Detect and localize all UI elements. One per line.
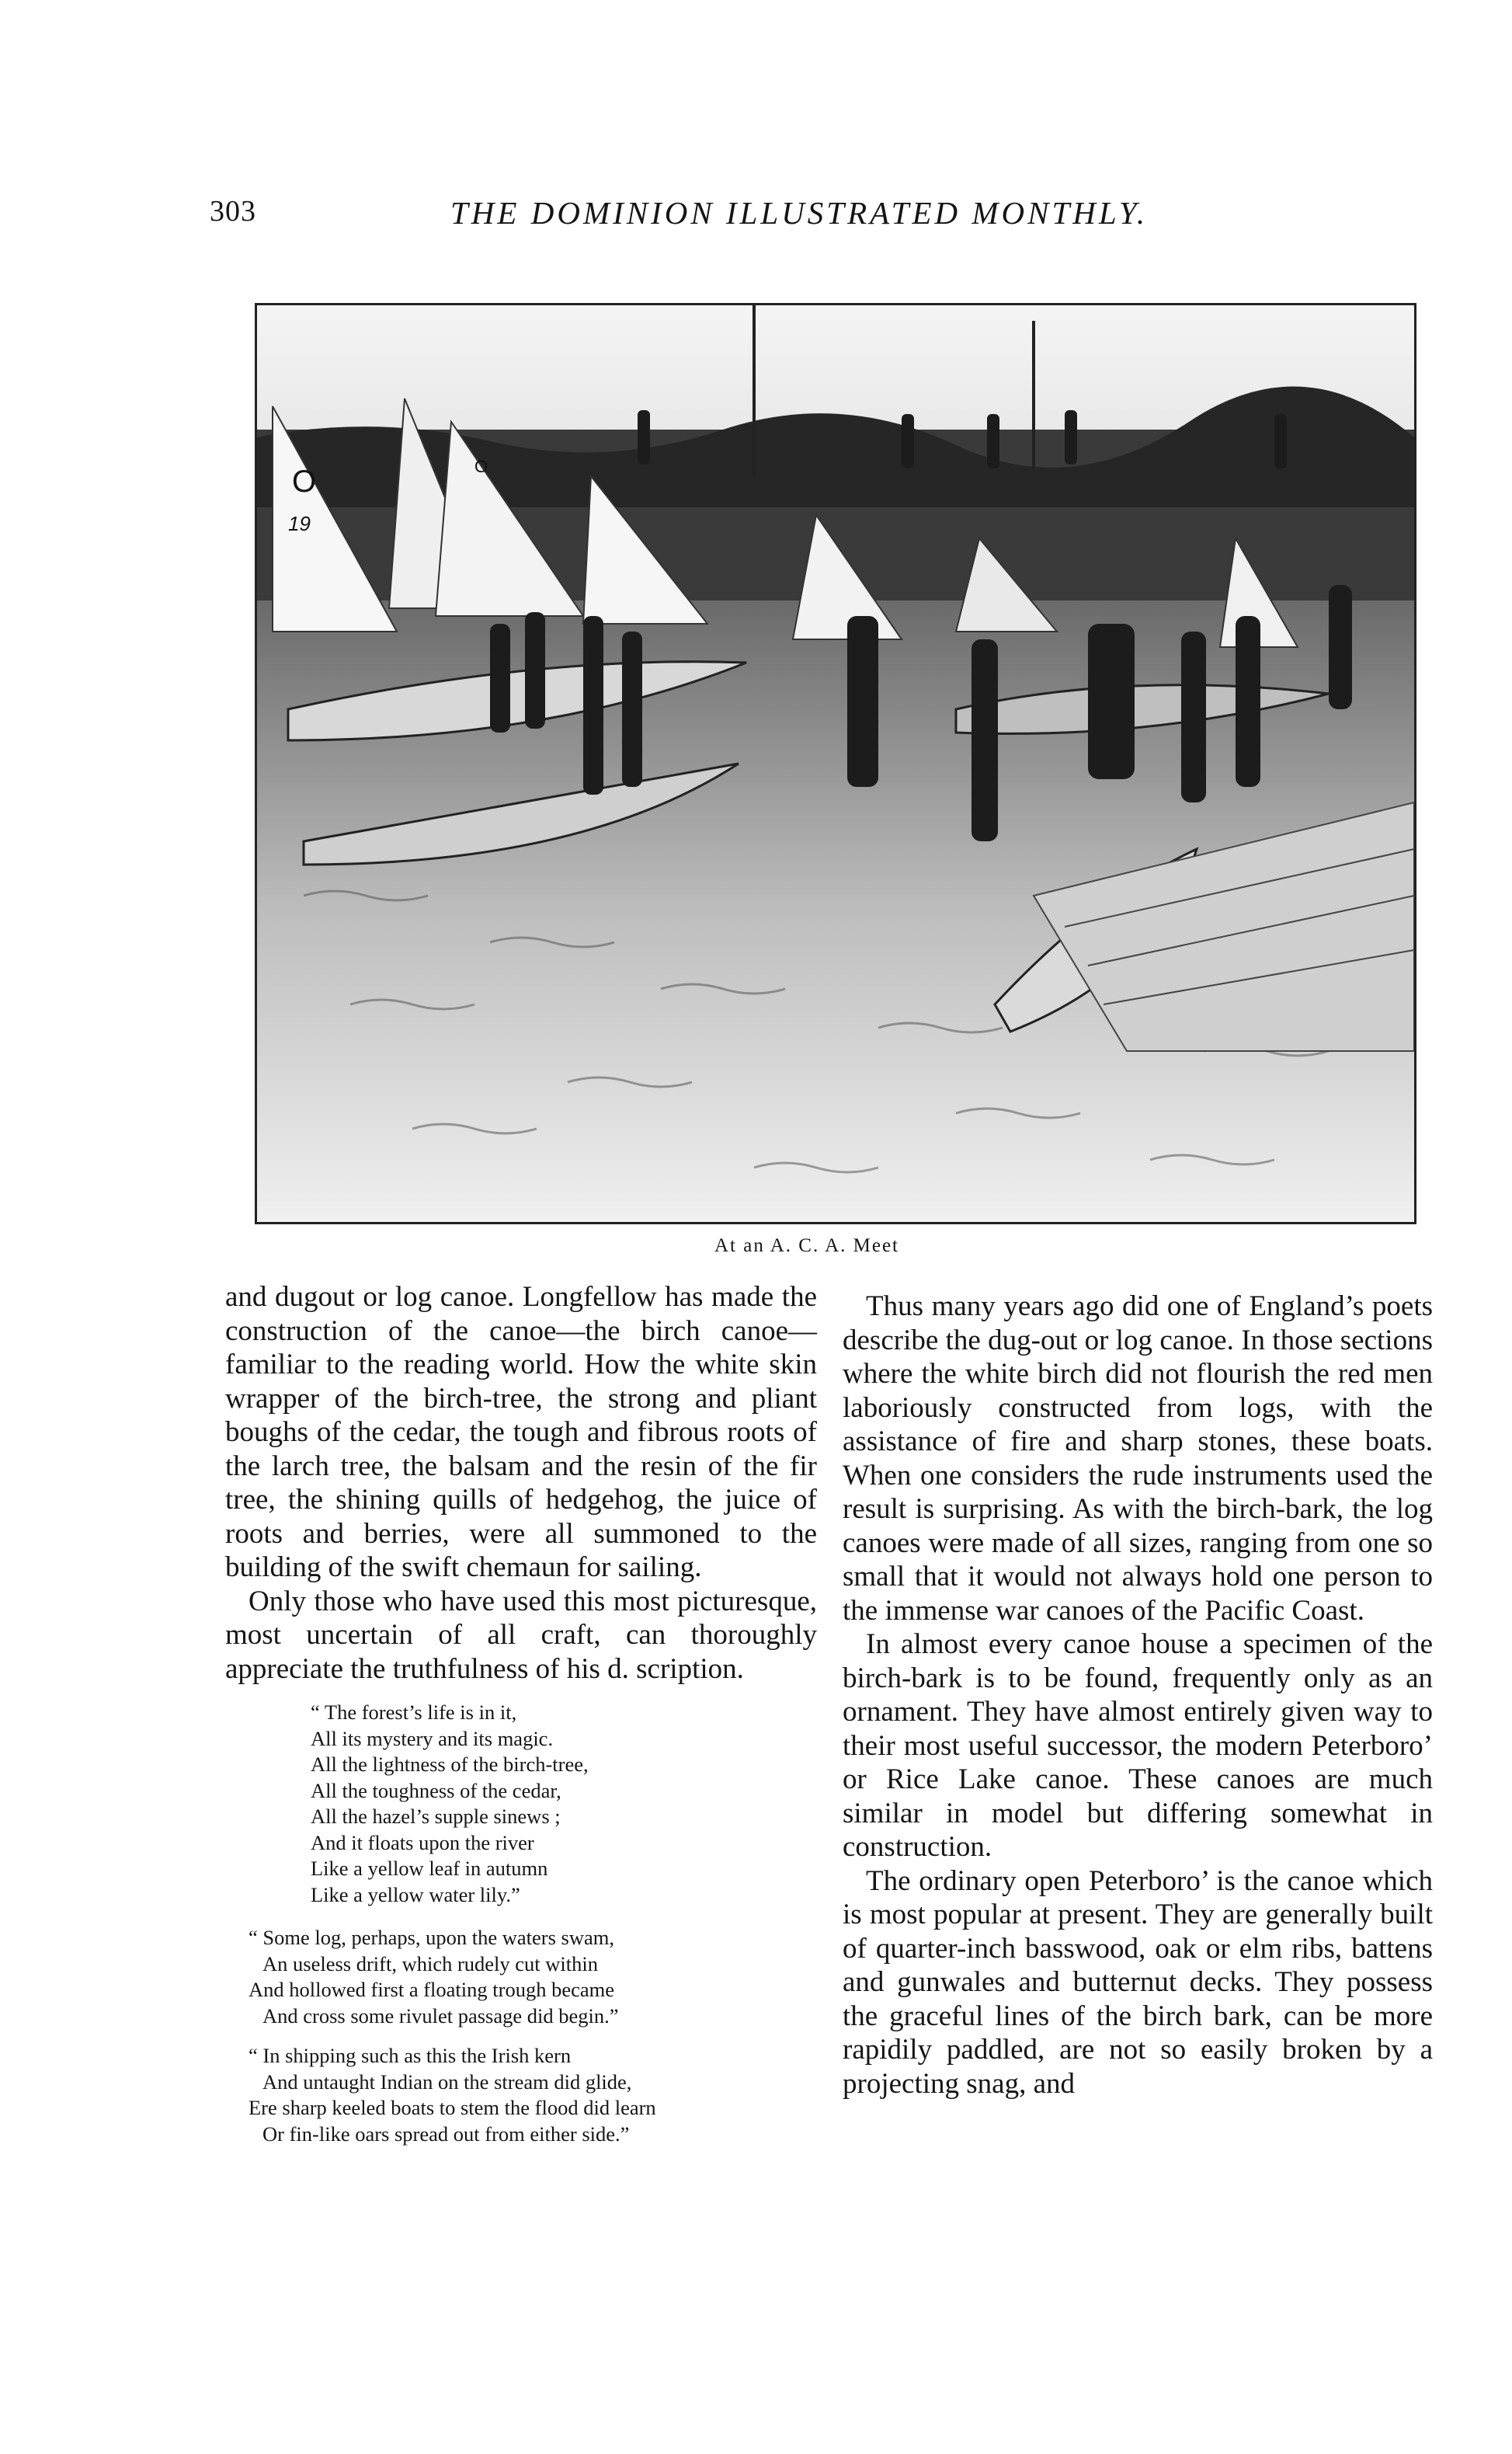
left-column (225, 1280, 817, 2147)
running-title: THE DOMINION ILLUSTRATED MONTHLY. (450, 195, 1149, 231)
poem-line: Or fin-like oars spread out from either side.” (262, 2122, 630, 2146)
figure-person (902, 414, 914, 468)
poem-line: Like a yellow leaf in autumn (311, 1857, 548, 1880)
figure-person (583, 616, 603, 795)
poem-line: And hollowed first a floating trough became (249, 1978, 614, 2001)
page-number: 303 (210, 195, 256, 228)
figure-person (1329, 585, 1352, 709)
figure-person (1065, 410, 1077, 465)
figure-person (987, 414, 999, 468)
page-header (210, 194, 1312, 249)
figure-person (525, 612, 545, 729)
figure-person (847, 616, 878, 787)
poem-line: An useless drift, which rudely cut within (262, 1951, 599, 1975)
poem-line: And it floats upon the river (311, 1830, 534, 1854)
figure-person (1274, 414, 1287, 468)
poem-shipping (249, 2043, 817, 2147)
poem-line: And untaught Indian on the stream did glide, (262, 2069, 632, 2094)
poem-line: Ere sharp keeled boats to stem the flood did learn (249, 2096, 656, 2119)
poem-line: All its mystery and its magic. (311, 1726, 554, 1750)
poem-line: “ In shipping such as this the Irish kern (249, 2044, 572, 2067)
right-paragraph-3: The ordinary open Peterboro’ is the canoe which is most popular at present. They are generally built of quarter-inch basswood, oak or elm ribs, battens and gunwales and butternut decks. They possess the graceful lines of the birch bark, can be more rapidily paddled, are not so easily broken by a projecting snag, and (843, 1864, 1433, 2100)
figure-person (622, 632, 642, 787)
figure-person (1088, 624, 1135, 779)
sail-number: 19 (288, 512, 311, 535)
left-paragraph-2: Only those who have used this most picturesque, most uncertain of all craft, can thoroughly appreciate the truthfulness of his d. scription. (225, 1585, 817, 1685)
figure-person (638, 410, 650, 465)
left-paragraph-1: and dugout or log canoe. Longfellow has made the construction of the canoe—the birch canoe—familiar to the reading world. How the white skin wrapper of the birch-tree, the strong and pliant boughs of the cedar, the tough and fibrous roots of the larch tree, the balsam and the resin of the fir tree, the shining quills of hedgehog, the juice of roots and berries, were all summoned to the building of the swift chemaun for sailing. (225, 1281, 817, 1583)
canoe-meet-photograph (255, 303, 1416, 1224)
figure-person (1236, 616, 1260, 787)
figure-person (972, 639, 998, 841)
poem-hiawatha (311, 1700, 817, 1908)
poem-line: All the lightness of the birch-tree, (311, 1753, 589, 1776)
figure-caption: At an A. C. A. Meet (714, 1235, 899, 1256)
sail-number: O (474, 457, 488, 476)
right-paragraph-2: In almost every canoe house a specimen of the birch-bark is to be found, frequently only as an ornament. They have almost entirely given way to their most useful successor, the modern Peterboro’ or Rice Lake canoe. These canoes are much similar in model but differing somewhat in construction. (843, 1628, 1433, 1863)
poem-line: All the toughness of the cedar, (311, 1778, 561, 1802)
poem-line: And cross some rivulet passage did begin.” (262, 2003, 619, 2028)
figure-person (490, 624, 510, 733)
photo-illustration (257, 305, 1414, 1222)
right-column (843, 1290, 1433, 2101)
poem-line: All the hazel’s supple sinews ; (311, 1805, 561, 1828)
poem-log (249, 1925, 817, 2029)
poem-line: “ The forest’s life is in it, (311, 1700, 517, 1724)
poem-line: Like a yellow water lily.” (311, 1882, 520, 1906)
figure-person (1181, 632, 1206, 802)
right-paragraph-1: Thus many years ago did one of England’s poets describe the dug-out or log canoe. In those sections where the white birch did not flourish the red men laboriously constructed from logs, with the assistance of fire and sharp stones, these boats. When one considers the rude instruments used the result is surprising. As with the birch-bark, the log canoes were made of all sizes, ranging from one so small that it would not always hold one person to the immense war canoes of the Pacific Coast. (843, 1290, 1433, 1627)
poem-line: “ Some log, perhaps, upon the waters swam, (249, 1926, 615, 1949)
sail-number: O (292, 465, 317, 499)
